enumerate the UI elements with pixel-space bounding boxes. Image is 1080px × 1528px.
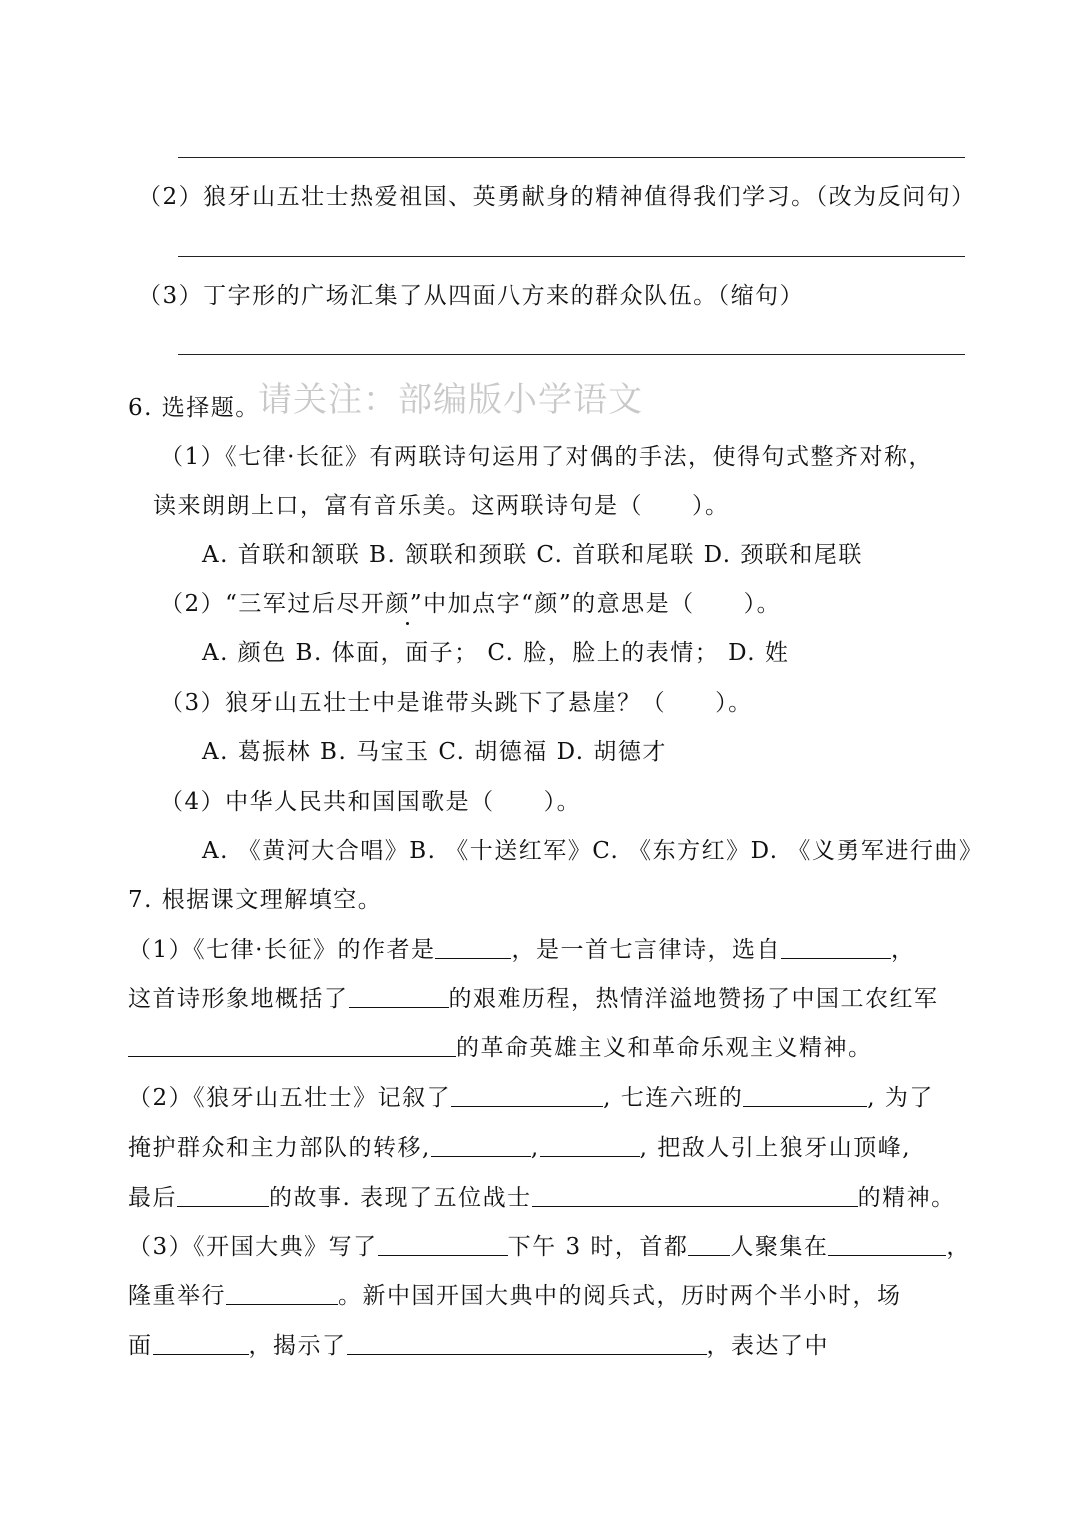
fill-blank[interactable] bbox=[378, 1233, 508, 1256]
q7-item-3-line-1 bbox=[128, 1232, 971, 1262]
q6-item-2-stem: （2）“三军过后尽开颜”中加点字“颜”的意思是（ ）。 bbox=[160, 591, 782, 617]
fill-blank[interactable] bbox=[781, 936, 891, 959]
q7-text: 的革命英雄主义和革命乐观主义精神。 bbox=[456, 1035, 873, 1061]
fill-blank[interactable] bbox=[153, 1332, 249, 1355]
fill-blank[interactable] bbox=[226, 1282, 338, 1305]
q6-title: 6. 选择题。 bbox=[128, 395, 260, 421]
q6-item-2-options: A. 颜色 B. 体面，面子； C. 脸，脸上的表情； D. 姓 bbox=[202, 640, 790, 666]
q7-item-1-line-2 bbox=[128, 984, 939, 1014]
fill-blank[interactable] bbox=[349, 985, 449, 1008]
fill-blank[interactable] bbox=[128, 1034, 456, 1057]
q7-text: 的故事. 表现了五位战士 bbox=[269, 1185, 532, 1211]
answer-line bbox=[178, 256, 965, 257]
q7-text: ，揭示了 bbox=[248, 1333, 347, 1359]
q7-text: ， bbox=[890, 937, 916, 963]
q7-text: 。新中国开国大典中的阅兵式，历时两个半小时，场 bbox=[338, 1283, 902, 1309]
q7-text: 掩护群众和主力部队的转移, bbox=[128, 1135, 431, 1161]
q7-item-1-line-1 bbox=[128, 935, 915, 965]
q7-text: 这首诗形象地概括了 bbox=[128, 986, 349, 1012]
q7-text: 隆重举行 bbox=[128, 1283, 226, 1309]
emphasis-dot bbox=[406, 622, 409, 625]
q7-text: （1）《七律·长征》的作者是 bbox=[128, 937, 436, 963]
q7-text: 面 bbox=[128, 1333, 153, 1359]
fill-blank[interactable] bbox=[540, 1134, 640, 1157]
q7-text: , 把敌人引上狼牙山顶峰, bbox=[639, 1135, 912, 1161]
q7-text: 的精神。 bbox=[857, 1185, 956, 1211]
q6-item-4-stem: （4）中华人民共和国国歌是（ ）。 bbox=[160, 789, 582, 815]
q7-item-2-line-3 bbox=[128, 1183, 956, 1213]
fill-blank[interactable] bbox=[688, 1233, 730, 1256]
fill-blank[interactable] bbox=[431, 1134, 531, 1157]
q6-item-3-stem: （3）狼牙山五壮士中是谁带头跳下了悬崖？（ ）。 bbox=[160, 690, 753, 716]
fill-blank[interactable] bbox=[451, 1084, 603, 1107]
q7-item-1-line-3 bbox=[128, 1033, 873, 1063]
q7-text: , 为了 bbox=[867, 1085, 934, 1111]
q7-text: 人聚集在 bbox=[730, 1234, 829, 1260]
watermark: 请关注：部编版小学语文 bbox=[258, 380, 643, 420]
fill-blank[interactable] bbox=[177, 1184, 269, 1207]
q6-item-1-options: A. 首联和颔联 B. 颔联和颈联 C. 首联和尾联 D. 颈联和尾联 bbox=[202, 542, 863, 568]
q7-title: 7. 根据课文理解填空。 bbox=[128, 887, 383, 913]
q7-text: ， bbox=[946, 1234, 971, 1260]
q6-item-1-line-1: （1）《七律·长征》有两联诗句运用了对偶的手法，使得句式整齐对称， bbox=[160, 444, 933, 470]
q7-text: , 七连六班的 bbox=[603, 1085, 744, 1111]
q6-item-1-line-2: 读来朗朗上口，富有音乐美。这两联诗句是（ ）。 bbox=[153, 493, 730, 519]
q7-item-3-line-2 bbox=[128, 1281, 902, 1311]
fill-blank[interactable] bbox=[435, 936, 511, 959]
q7-text: （2）《狼牙山五壮士》记叙了 bbox=[128, 1085, 452, 1111]
q7-text: , bbox=[530, 1135, 540, 1161]
answer-line bbox=[178, 354, 965, 355]
fill-blank[interactable] bbox=[828, 1233, 946, 1256]
q7-text: 下午 3 时，首都 bbox=[507, 1234, 689, 1260]
fill-blank[interactable] bbox=[347, 1332, 707, 1355]
q5-item-3: （3）丁字形的广场汇集了从四面八方来的群众队伍。（缩句） bbox=[138, 283, 805, 309]
q7-text: 最后 bbox=[128, 1185, 177, 1211]
q5-item-2: （2）狼牙山五壮士热爱祖国、英勇献身的精神值得我们学习。（改为反问句） bbox=[138, 184, 976, 210]
answer-line bbox=[178, 157, 965, 158]
q7-text: 的艰难历程，热情洋溢地赞扬了中国工农红军 bbox=[448, 986, 939, 1012]
q7-text: （3）《开国大典》写了 bbox=[128, 1234, 378, 1260]
q7-text: ，表达了中 bbox=[706, 1333, 829, 1359]
fill-blank[interactable] bbox=[743, 1084, 867, 1107]
fill-blank[interactable] bbox=[532, 1184, 858, 1207]
q7-item-2-line-1 bbox=[128, 1083, 934, 1113]
q7-text: ，是一首七言律诗，选自 bbox=[511, 937, 781, 963]
q7-item-2-line-2 bbox=[128, 1133, 911, 1163]
q7-item-3-line-3 bbox=[128, 1331, 829, 1361]
q6-item-3-options: A. 葛振林 B. 马宝玉 C. 胡德福 D. 胡德才 bbox=[202, 739, 667, 765]
q6-item-4-options: A. 《黄河大合唱》B. 《十送红军》C. 《东方红》D. 《义勇军进行曲》 bbox=[202, 838, 984, 864]
